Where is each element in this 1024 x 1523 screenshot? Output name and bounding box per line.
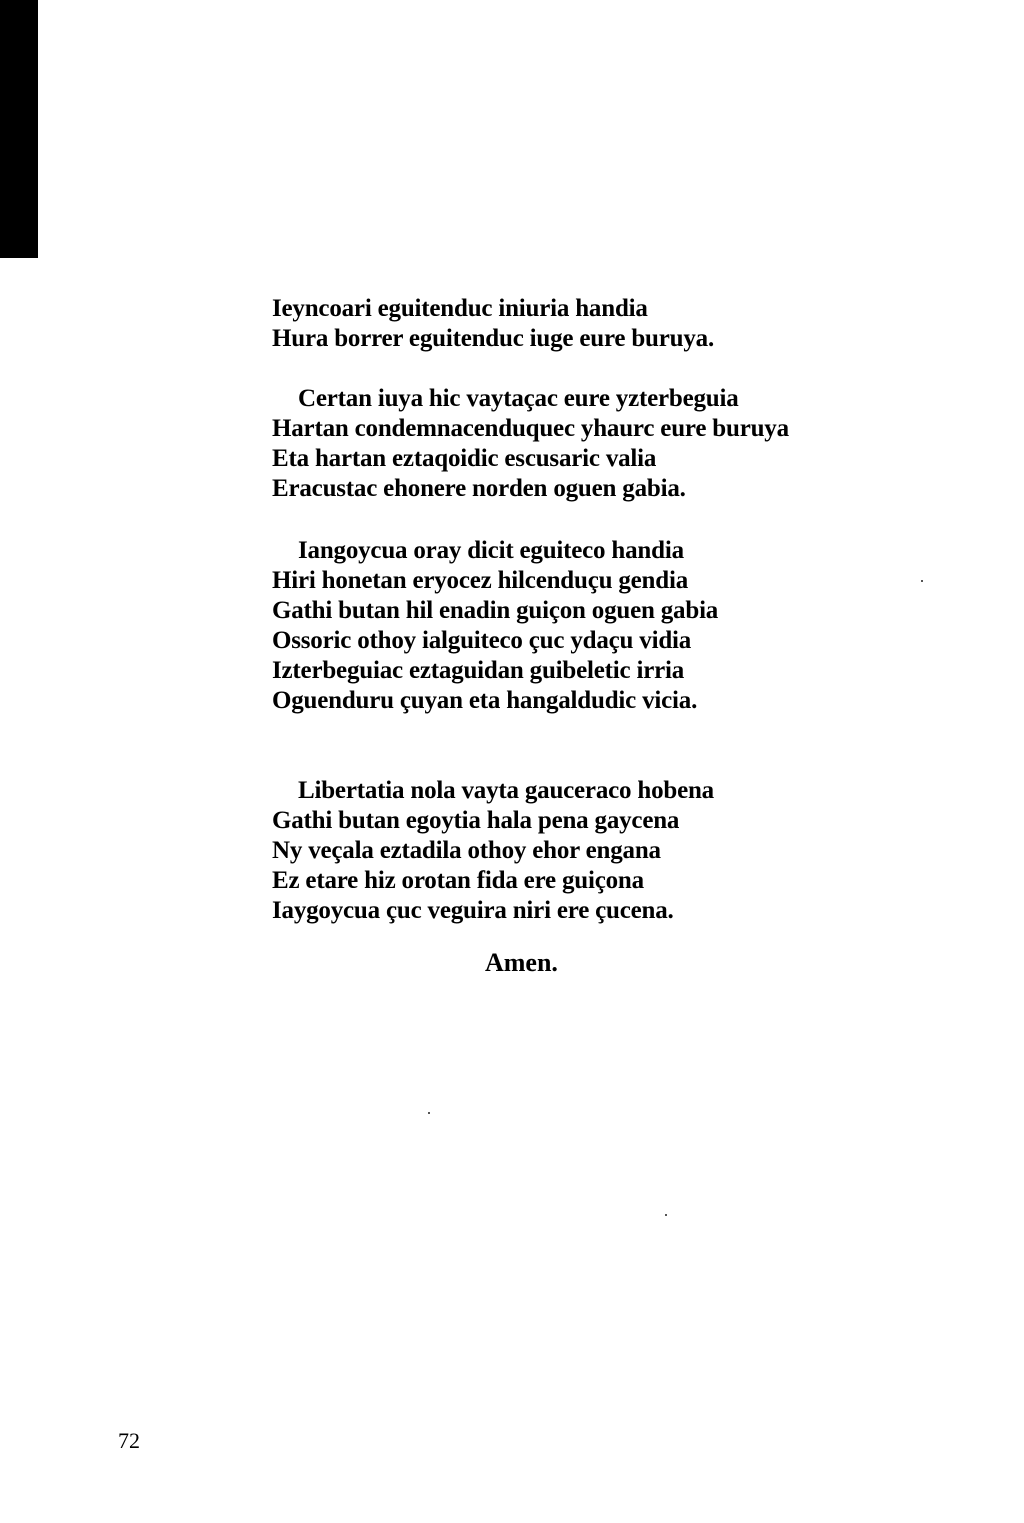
stanza-2 bbox=[272, 384, 872, 504]
page-number: 72 bbox=[118, 1428, 140, 1453]
verse-line: Eracustac ehonere norden oguen gabia. bbox=[272, 475, 686, 502]
verse-line: Hiri honetan eryocez hilcenduçu gendia bbox=[272, 567, 688, 594]
verse-line: Izterbeguiac eztaguidan guibeletic irria bbox=[272, 657, 685, 684]
verse-line: Ez etare hiz orotan fida ere guiçona bbox=[272, 867, 644, 894]
verse-line: Eta hartan eztaqoidic escusaric valia bbox=[272, 445, 657, 472]
scan-edge-bar bbox=[0, 0, 38, 258]
verse-line: Ossoric othoy ialguiteco çuc ydaçu vidia bbox=[272, 627, 692, 654]
poem-body bbox=[272, 294, 872, 926]
stanza-4 bbox=[272, 776, 872, 926]
scan-speck bbox=[665, 1214, 667, 1216]
verse-line: Iangoycua oray dicit eguiteco handia bbox=[298, 537, 684, 564]
scan-speck bbox=[428, 1112, 430, 1114]
verse-line: Hartan condemnacenduquec yhaurc eure buruya bbox=[272, 415, 789, 442]
verse-line: Ieyncoari eguitenduc iniuria handia bbox=[272, 295, 648, 322]
scan-speck bbox=[921, 580, 923, 582]
verse-line: Gathi butan hil enadin guiçon oguen gabia bbox=[272, 597, 719, 624]
stanza-3 bbox=[272, 536, 872, 716]
verse-line: Libertatia nola vayta gauceraco hobena bbox=[298, 777, 714, 804]
stanza-1 bbox=[272, 294, 872, 354]
verse-line: Hura borrer eguitenduc iuge eure buruya. bbox=[272, 325, 715, 352]
verse-line: Oguenduru çuyan eta hangaldudic vicia. bbox=[272, 687, 698, 714]
verse-line: Iaygoycua çuc veguira niri ere çucena. bbox=[272, 897, 674, 924]
verse-line: Gathi butan egoytia hala pena gaycena bbox=[272, 807, 680, 834]
verse-line: Ny veçala eztadila othoy ehor engana bbox=[272, 837, 661, 864]
closing-amen: Amen. bbox=[485, 948, 558, 977]
verse-line: Certan iuya hic vaytaçac eure yzterbeguia bbox=[298, 385, 739, 412]
